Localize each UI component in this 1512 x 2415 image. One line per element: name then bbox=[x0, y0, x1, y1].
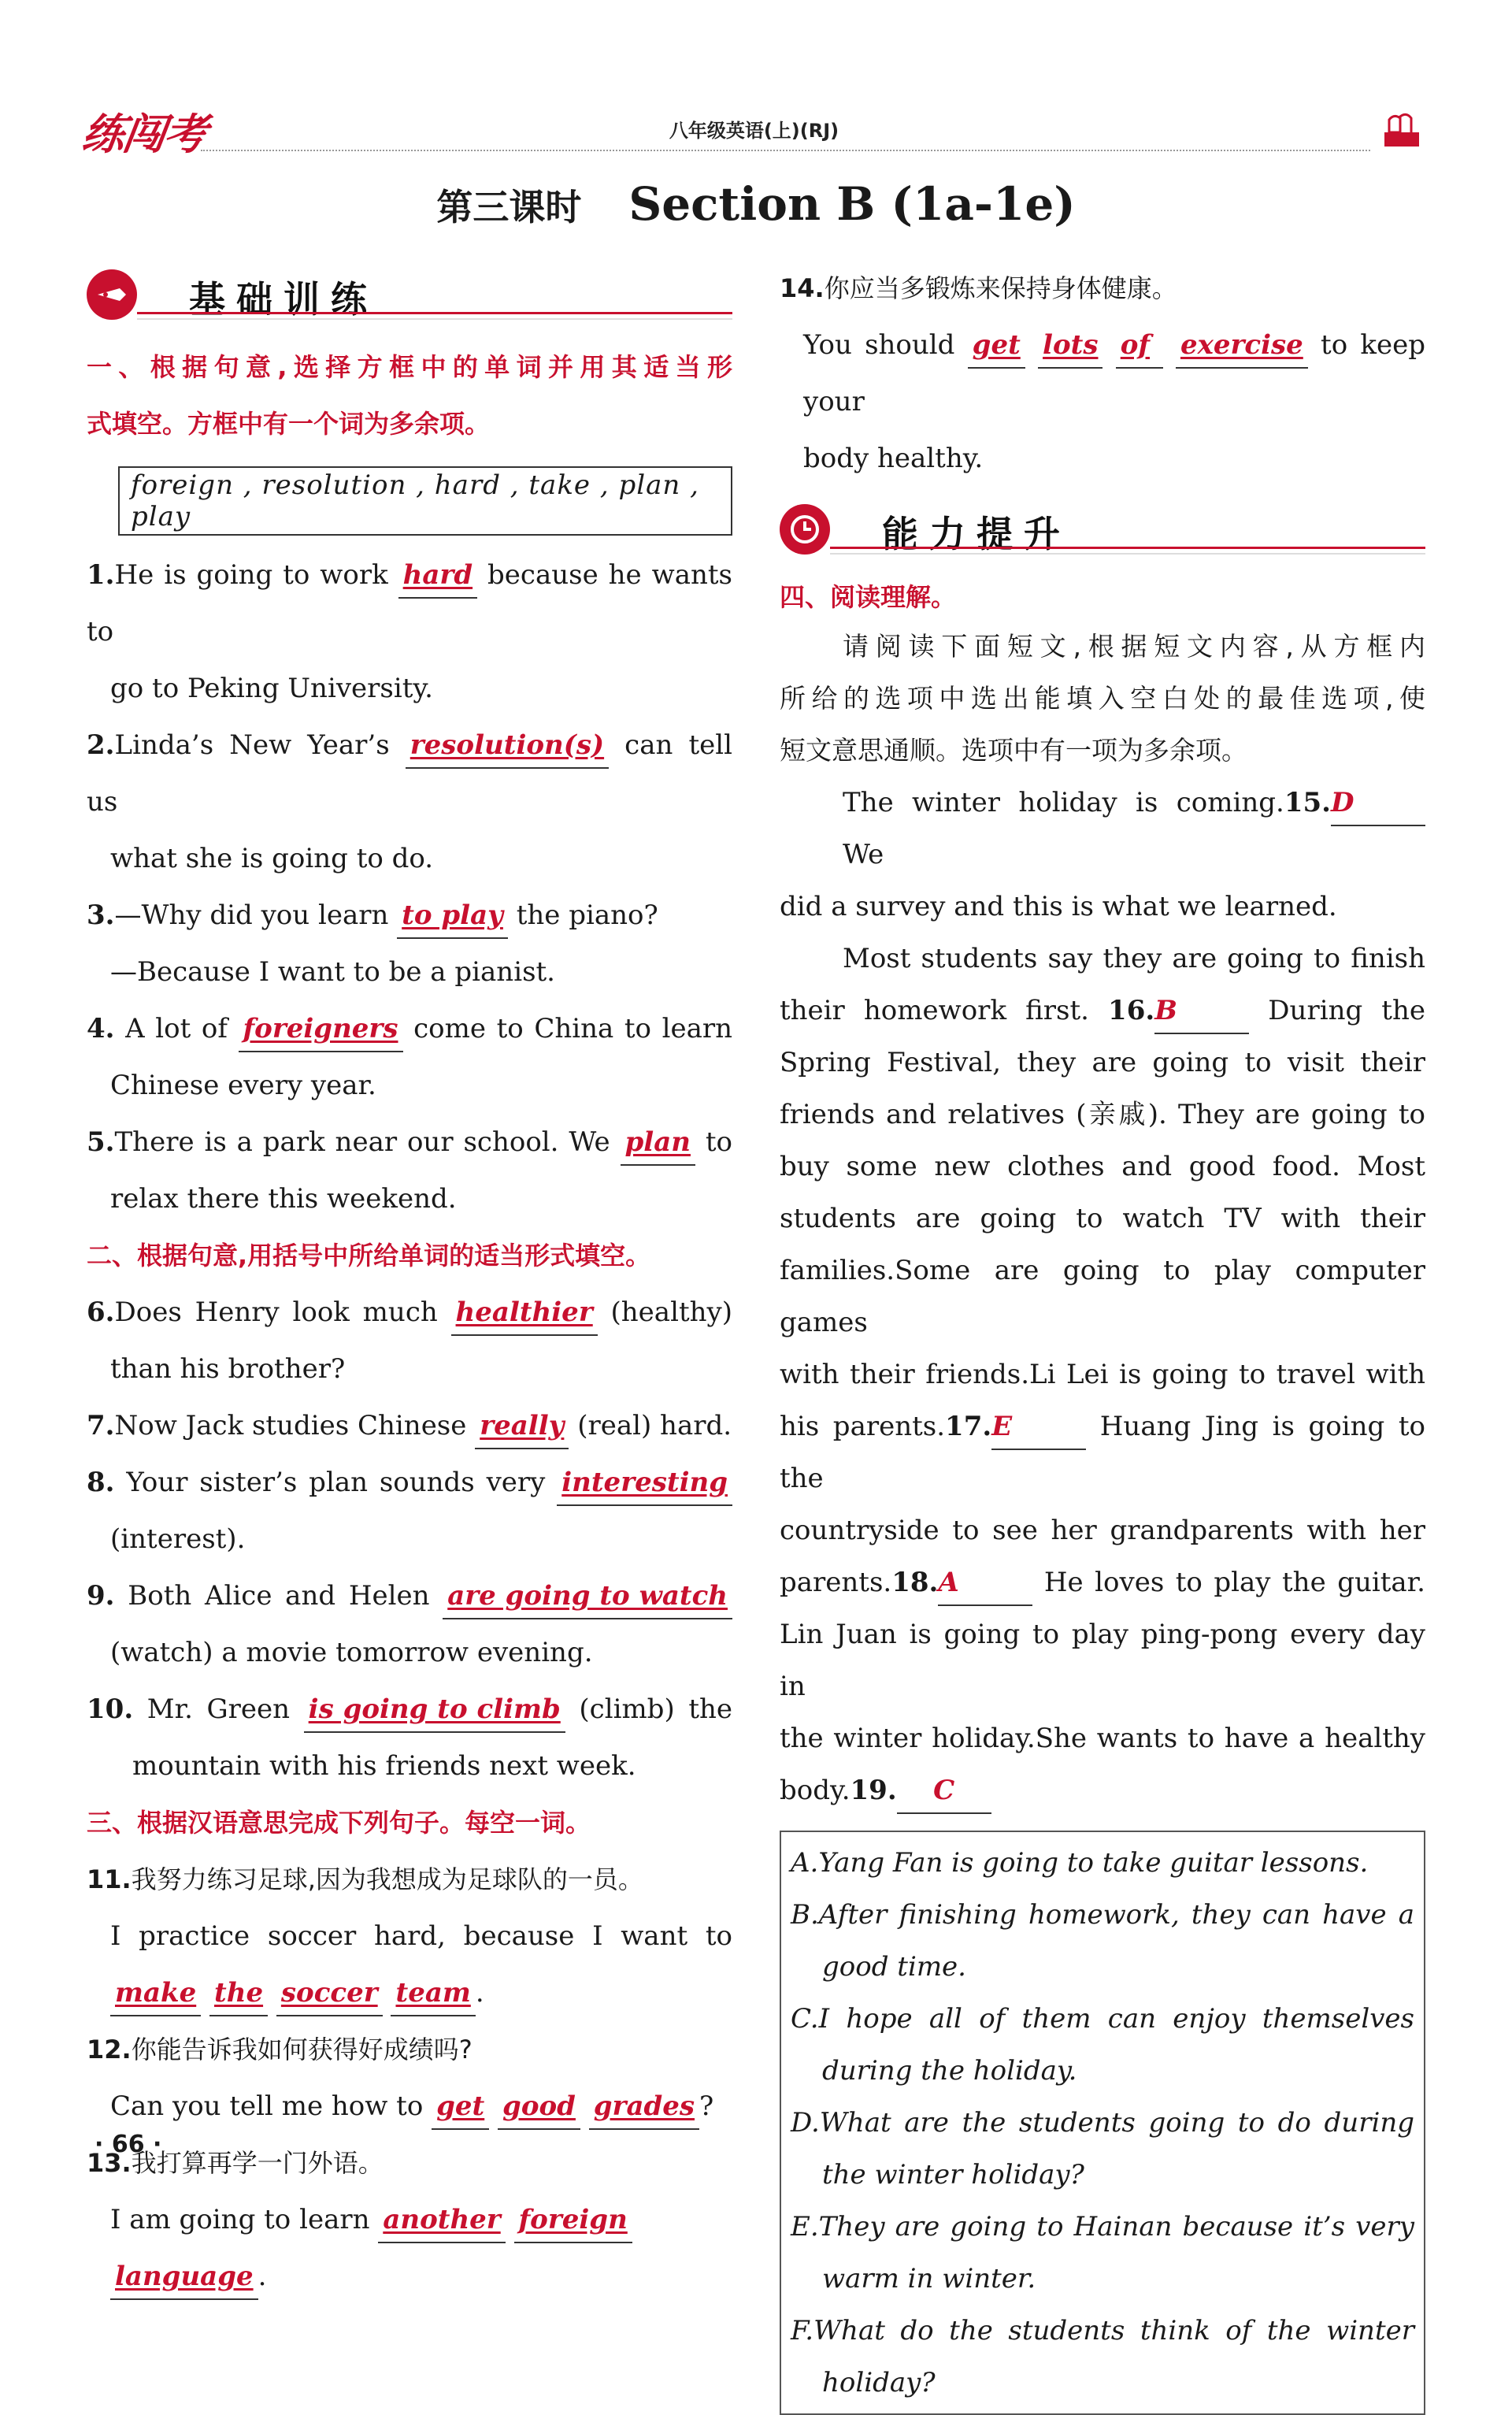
passage-text: buy some new clothes and good food. Most bbox=[780, 1151, 1425, 1182]
question-text: mountain with his friends next week. bbox=[132, 1750, 636, 1782]
reading-intro bbox=[780, 621, 1425, 777]
answer-text: get bbox=[972, 329, 1021, 361]
question-text: Can you tell me how to bbox=[110, 2090, 424, 2122]
section-banner-basic bbox=[87, 260, 732, 331]
answer-blank[interactable] bbox=[451, 1290, 598, 1336]
section-banner-advanced bbox=[780, 495, 1425, 566]
answer-text: A bbox=[938, 1567, 959, 1598]
question-text-cn: 你能告诉我如何获得好成绩吗? bbox=[131, 2035, 472, 2064]
question-text: Does Henry look much bbox=[114, 1297, 438, 1328]
question-text: I practice soccer hard, because I want to bbox=[110, 1920, 732, 1952]
question-number: 9. bbox=[87, 1580, 115, 1612]
answer-blank-18[interactable] bbox=[938, 1560, 1032, 1606]
answer-text: are going to watch bbox=[447, 1580, 728, 1612]
answer-text: good bbox=[502, 2090, 576, 2122]
instruction-line: 式填空。方框中有一个词为多余项。 bbox=[87, 409, 491, 439]
question-text: Your sister’s plan sounds very bbox=[126, 1467, 546, 1498]
answer-blank[interactable] bbox=[1176, 323, 1308, 369]
passage-text: friends and relatives (亲戚). They are going to bbox=[780, 1099, 1425, 1130]
blank-number: 15. bbox=[1284, 787, 1331, 818]
question-text: go to Peking University. bbox=[110, 673, 433, 704]
part4-instruction: 四、阅读理解。 bbox=[780, 582, 957, 612]
question-text: Now Jack studies Chinese bbox=[114, 1410, 467, 1441]
answer-text: interesting bbox=[561, 1467, 728, 1498]
passage-text: During the bbox=[1268, 995, 1425, 1026]
question-10 bbox=[87, 1681, 732, 1794]
question-number: 1. bbox=[87, 559, 115, 591]
answer-text: E bbox=[991, 1411, 1013, 1442]
blank-number: 16. bbox=[1108, 995, 1155, 1026]
question-text: because he wants to bbox=[87, 559, 733, 647]
passage-text: Huang Jing is going to the bbox=[780, 1411, 1425, 1494]
option-text: D.What are the students going to do during bbox=[791, 2107, 1414, 2139]
answer-blank[interactable] bbox=[621, 1120, 695, 1166]
fist-icon bbox=[1378, 109, 1425, 152]
question-text: (real) hard. bbox=[577, 1410, 732, 1441]
answer-blank[interactable] bbox=[1116, 323, 1163, 369]
part1-instruction bbox=[87, 339, 732, 452]
answer-blank[interactable] bbox=[276, 1971, 383, 2016]
question-number: 5. bbox=[87, 1126, 115, 1158]
question-number: 10. bbox=[87, 1693, 134, 1725]
blank-number: 19. bbox=[850, 1775, 897, 1806]
question-text: Mr. Green bbox=[146, 1693, 291, 1725]
answer-blank[interactable] bbox=[557, 1460, 732, 1506]
question-5 bbox=[87, 1114, 732, 1227]
question-number: 6. bbox=[87, 1297, 115, 1328]
answer-text: resolution(s) bbox=[410, 729, 605, 761]
question-number: 11. bbox=[87, 1864, 132, 1894]
answer-blank[interactable] bbox=[378, 2198, 505, 2243]
intro-line: 短文意思通顺。选项中有一项为多余项。 bbox=[780, 735, 1247, 766]
answer-blank-16[interactable] bbox=[1154, 989, 1249, 1034]
intro-line: 所给的选项中选出能填入空白处的最佳选项,使 bbox=[780, 683, 1425, 714]
question-text: A lot of bbox=[125, 1013, 228, 1044]
blank-number: 18. bbox=[891, 1567, 939, 1598]
question-text-cn: 我努力练习足球,因为我想成为足球队的一员。 bbox=[131, 1864, 643, 1894]
answer-text: D bbox=[1331, 787, 1354, 818]
answer-blank[interactable] bbox=[398, 553, 477, 599]
answer-text: the bbox=[214, 1977, 264, 2009]
question-text: I am going to learn bbox=[110, 2204, 370, 2235]
passage-text: Lin Juan is going to play ping-pong every day in bbox=[780, 1619, 1425, 1702]
question-number: 3. bbox=[87, 900, 115, 931]
answer-text: language bbox=[115, 2261, 254, 2292]
question-1 bbox=[87, 547, 732, 717]
option-e bbox=[791, 2201, 1414, 2305]
question-text: come to China to learn bbox=[413, 1013, 733, 1044]
option-text: F.What do the students think of the winter bbox=[791, 2315, 1414, 2346]
punctuation: ? bbox=[699, 2090, 714, 2122]
answer-blank[interactable] bbox=[1038, 323, 1102, 369]
answer-blank[interactable] bbox=[498, 2084, 580, 2130]
word-box: foreign , resolution , hard , take , plan , play bbox=[118, 466, 732, 536]
question-number: 12. bbox=[87, 2035, 132, 2064]
question-text: relax there this weekend. bbox=[110, 1183, 457, 1215]
brand-logo: 练闯考 bbox=[79, 111, 209, 158]
page-header bbox=[79, 101, 1425, 158]
question-text: can tell us bbox=[87, 729, 732, 818]
question-text: (climb) the bbox=[579, 1693, 732, 1725]
question-14 bbox=[780, 260, 1425, 487]
question-text-cn: 你应当多锻炼来保持身体健康。 bbox=[824, 273, 1177, 303]
lesson-title-en: Section B (1a-1e) bbox=[628, 177, 1076, 231]
option-text: E.They are going to Hainan because it’s very bbox=[791, 2211, 1414, 2242]
passage-text: countryside to see her grandparents with her bbox=[780, 1515, 1425, 1546]
option-text: holiday? bbox=[822, 2367, 936, 2398]
banner-underline bbox=[137, 312, 732, 320]
answer-text: foreigners bbox=[243, 1013, 398, 1044]
question-4 bbox=[87, 1000, 732, 1114]
question-text: than his brother? bbox=[110, 1353, 346, 1385]
answer-text: another bbox=[383, 2204, 501, 2235]
page-number: · 66 · bbox=[94, 2131, 162, 2158]
part3-instruction: 三、根据汉语意思完成下列句子。每空一词。 bbox=[87, 1808, 591, 1838]
answer-text: hard bbox=[402, 559, 473, 591]
option-a: A.Yang Fan is going to take guitar lessons. bbox=[791, 1847, 1369, 1879]
question-text: (watch) a movie tomorrow evening. bbox=[110, 1637, 593, 1668]
option-text: B.After finishing homework, they can have a bbox=[791, 1899, 1414, 1931]
question-text: the piano? bbox=[516, 900, 658, 931]
question-8 bbox=[87, 1454, 732, 1567]
answer-blank[interactable] bbox=[239, 1007, 403, 1052]
banner-underline bbox=[830, 547, 1425, 555]
answer-text: B bbox=[1154, 995, 1177, 1026]
book-title: 八年级英语(上)(RJ) bbox=[669, 120, 839, 142]
answer-blank[interactable] bbox=[432, 2084, 489, 2130]
question-text: Chinese every year. bbox=[110, 1070, 376, 1101]
answer-text: really bbox=[480, 1410, 565, 1441]
answer-text: plan bbox=[624, 1126, 691, 1158]
passage-text: parents. bbox=[780, 1567, 892, 1598]
answer-blank-19[interactable] bbox=[897, 1768, 991, 1814]
passage-text: Most students say they are going to finish bbox=[843, 943, 1425, 974]
right-column bbox=[780, 260, 1425, 2415]
answer-blank[interactable] bbox=[406, 723, 609, 769]
question-number: 8. bbox=[87, 1467, 115, 1498]
section-banner-text: 能力提升 bbox=[882, 513, 1071, 555]
answer-blank[interactable] bbox=[391, 1971, 475, 2016]
passage-text: with their friends.Li Lei is going to travel with bbox=[780, 1359, 1425, 1390]
question-13 bbox=[87, 2135, 732, 2305]
answer-blank[interactable] bbox=[209, 1971, 268, 2016]
passage-text: body. bbox=[780, 1775, 850, 1806]
header-divider bbox=[201, 150, 1370, 151]
option-text: warm in winter. bbox=[822, 2263, 1036, 2294]
section-banner-text: 基础训练 bbox=[189, 278, 378, 321]
question-number: 4. bbox=[87, 1013, 115, 1044]
answer-blank[interactable] bbox=[589, 2084, 699, 2130]
reading-passage bbox=[780, 777, 1425, 1816]
option-text: during the holiday. bbox=[822, 2055, 1077, 2087]
question-number: 14. bbox=[780, 273, 825, 303]
option-text: C.I hope all of them can enjoy themselves bbox=[791, 2003, 1414, 2035]
question-9 bbox=[87, 1567, 732, 1681]
pen-icon bbox=[87, 269, 137, 320]
question-text: Both Alice and Helen bbox=[128, 1580, 430, 1612]
question-text-cn: 我打算再学一门外语。 bbox=[131, 2148, 384, 2178]
question-6 bbox=[87, 1284, 732, 1397]
answer-blank[interactable] bbox=[397, 893, 508, 939]
lesson-title-cn: 第三课时 bbox=[436, 186, 582, 228]
passage-text: The winter holiday is coming. bbox=[843, 787, 1284, 818]
answer-text: grades bbox=[593, 2090, 695, 2122]
instruction-line: 一、根据句意,选择方框中的单词并用其适当形 bbox=[87, 352, 732, 382]
question-text: what she is going to do. bbox=[110, 843, 434, 874]
punctuation: . bbox=[475, 1977, 484, 2009]
question-text: You should bbox=[803, 329, 955, 361]
question-text: —Why did you learn bbox=[114, 900, 389, 931]
question-number: 2. bbox=[87, 729, 115, 761]
question-12 bbox=[87, 2021, 732, 2135]
answer-blank-15[interactable] bbox=[1331, 781, 1425, 826]
passage-text: the winter holiday.She wants to have a healthy bbox=[780, 1723, 1425, 1754]
answer-text: C bbox=[933, 1775, 955, 1806]
passage-text: his parents. bbox=[780, 1411, 946, 1442]
question-number: 13. bbox=[87, 2148, 132, 2178]
answer-text: exercise bbox=[1180, 329, 1303, 361]
question-text: body healthy. bbox=[803, 443, 984, 474]
answer-text: foreign bbox=[518, 2204, 628, 2235]
option-text: good time. bbox=[822, 1951, 966, 1983]
passage-text: families.Some are going to play computer games bbox=[780, 1255, 1425, 1338]
question-text: to keep your bbox=[803, 329, 1425, 417]
answer-text: of bbox=[1120, 329, 1151, 361]
answer-text: soccer bbox=[280, 1977, 378, 2009]
question-text: (interest). bbox=[110, 1523, 246, 1555]
intro-line: 请阅读下面短文,根据短文内容,从方框内 bbox=[843, 631, 1425, 662]
question-7 bbox=[87, 1397, 732, 1454]
answer-text: team bbox=[395, 1977, 471, 2009]
question-11 bbox=[87, 1851, 732, 2021]
question-number: 7. bbox=[87, 1410, 115, 1441]
answer-text: make bbox=[115, 1977, 197, 2009]
answer-blank[interactable] bbox=[110, 2254, 258, 2300]
blank-number: 17. bbox=[945, 1411, 992, 1442]
passage-text: We bbox=[843, 839, 884, 870]
answer-text: get bbox=[436, 2090, 485, 2122]
clock-icon bbox=[780, 504, 830, 555]
answer-text: is going to climb bbox=[308, 1693, 561, 1725]
passage-text: He loves to play the guitar. bbox=[1043, 1567, 1425, 1598]
passage-text: Spring Festival, they are going to visit their bbox=[780, 1047, 1425, 1078]
punctuation: . bbox=[258, 2261, 267, 2292]
options-box bbox=[780, 1831, 1425, 2415]
answer-text: to play bbox=[402, 900, 503, 931]
answer-blank[interactable] bbox=[475, 1404, 569, 1449]
answer-blank[interactable] bbox=[514, 2198, 632, 2243]
answer-text: lots bbox=[1043, 329, 1099, 361]
option-d bbox=[791, 2097, 1414, 2201]
answer-text: healthier bbox=[455, 1297, 593, 1328]
answer-blank-17[interactable] bbox=[991, 1404, 1086, 1450]
answer-blank[interactable] bbox=[968, 323, 1025, 369]
question-text: to bbox=[705, 1126, 732, 1158]
option-b bbox=[791, 1889, 1414, 1993]
question-text: —Because I want to be a pianist. bbox=[110, 956, 555, 988]
question-text: Linda’s New Year’s bbox=[114, 729, 390, 761]
passage-text: their homework first. bbox=[780, 995, 1089, 1026]
question-2 bbox=[87, 717, 732, 887]
question-text: There is a park near our school. We bbox=[114, 1126, 610, 1158]
left-column bbox=[87, 260, 732, 2305]
answer-blank[interactable] bbox=[304, 1687, 565, 1733]
option-c bbox=[791, 1993, 1414, 2097]
passage-text: students are going to watch TV with their bbox=[780, 1203, 1425, 1234]
answer-blank[interactable] bbox=[110, 1971, 201, 2016]
question-text: (healthy) bbox=[610, 1297, 732, 1328]
question-text: He is going to work bbox=[114, 559, 388, 591]
option-f bbox=[791, 2305, 1414, 2409]
answer-blank[interactable] bbox=[443, 1574, 732, 1619]
part2-instruction: 二、根据句意,用括号中所给单词的适当形式填空。 bbox=[87, 1241, 651, 1271]
option-text: the winter holiday? bbox=[822, 2159, 1084, 2191]
question-3 bbox=[87, 887, 732, 1000]
lesson-title bbox=[0, 177, 1512, 231]
passage-text: did a survey and this is what we learned. bbox=[780, 891, 1337, 922]
